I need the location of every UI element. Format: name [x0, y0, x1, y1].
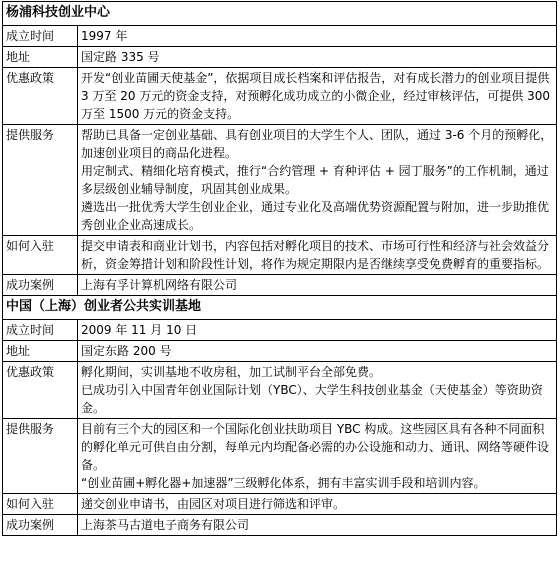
table-row	[3, 26, 557, 47]
row-value-paragraph: 国定东路 200 号	[81, 344, 172, 358]
row-value-paragraph: 用定制式、精细化培育模式，推行“合约管理 + 育种评估 + 园丁服务”的工作机制，通过多层级创业辅导制度，巩固其创业成果。	[81, 164, 549, 196]
table-body	[3, 2, 557, 536]
row-value	[78, 125, 557, 236]
row-value-paragraph: “创业苗圃+孵化器+加速器”三级孵化体系，拥有丰富实训手段和培训内容。	[81, 476, 486, 490]
row-value	[78, 362, 557, 419]
row-value-paragraph: 递交创业申请书，由园区对项目进行筛选和评审。	[81, 497, 346, 511]
document-page	[2, 1, 556, 536]
row-label: 地址	[3, 341, 78, 362]
row-value	[78, 515, 557, 536]
section-title: 杨浦科技创业中心	[3, 2, 557, 26]
row-value	[78, 419, 557, 494]
table-row	[3, 515, 557, 536]
row-value-paragraph: 上海有孚计算机网络有限公司	[81, 278, 238, 292]
table-row	[3, 125, 557, 236]
table-row	[3, 494, 557, 515]
row-value-paragraph: 遴选出一批优秀大学生创业企业，通过专业化及高端优势资源配置与附加，进一步助推优秀创业企业高速成长。	[81, 200, 550, 232]
section-header-row	[3, 296, 557, 320]
row-value-paragraph: 帮助已具备一定创业基础、具有创业项目的大学生个人、团队，通过 3-6 个月的预孵化，加速创业项目的商品化进程。	[81, 128, 553, 160]
row-value	[78, 341, 557, 362]
row-value-paragraph: 上海茶马古道电子商务有限公司	[81, 518, 250, 532]
row-value	[78, 275, 557, 296]
row-label: 地址	[3, 47, 78, 68]
row-label: 如何入驻	[3, 236, 78, 275]
row-value-paragraph: 1997 年	[81, 29, 128, 43]
row-value-paragraph: 提交申请表和商业计划书，内容包括对孵化项目的技术、市场可行性和经济与社会效益分析，资金筹措计划和阶段性计划，将作为规定期限内是否继续享受免费孵育的重要指标。	[81, 239, 550, 271]
row-value	[78, 320, 557, 341]
table-row	[3, 47, 557, 68]
row-label: 提供服务	[3, 125, 78, 236]
table-row	[3, 236, 557, 275]
row-label: 优惠政策	[3, 362, 78, 419]
row-label: 如何入驻	[3, 494, 78, 515]
row-value	[78, 236, 557, 275]
row-value	[78, 26, 557, 47]
table-row	[3, 341, 557, 362]
row-value-paragraph: 孵化期间，实训基地不收房租，加工试制平台全部免费。	[81, 365, 382, 379]
row-value-paragraph: 目前有三个大的园区和一个国际化创业扶助项目 YBC 构成。这些园区具有各种不同面积的孵化单元可供自由分割，每单元内均配备必需的办公设施和动力、通讯、网络等硬件设备。	[81, 422, 550, 472]
row-label: 成功案例	[3, 275, 78, 296]
row-value	[78, 68, 557, 125]
section-header-row	[3, 2, 557, 26]
table-row	[3, 68, 557, 125]
row-value-paragraph: 已成功引入中国青年创业国际计划（YBC）、大学生科技创业基金（天使基金）等资助资金。	[81, 383, 543, 415]
row-label: 优惠政策	[3, 68, 78, 125]
row-label: 成立时间	[3, 26, 78, 47]
section-title: 中国（上海）创业者公共实训基地	[3, 296, 557, 320]
row-value-paragraph: 开发“创业苗圃天使基金”，依据项目成长档案和评估报告，对有成长潜力的创业项目提供 3 万至 20 万元的资金支持，对预孵化成功成立的小微企业，经过审核评估，可提供 300 万至 1500 万元的资金支持。	[81, 71, 551, 121]
row-value-paragraph: 国定路 335 号	[81, 50, 160, 64]
row-label: 成立时间	[3, 320, 78, 341]
table-row	[3, 362, 557, 419]
row-value	[78, 47, 557, 68]
row-value	[78, 494, 557, 515]
incubator-info-table	[2, 1, 557, 536]
row-label: 成功案例	[3, 515, 78, 536]
row-label: 提供服务	[3, 419, 78, 494]
table-row	[3, 275, 557, 296]
row-value-paragraph: 2009 年 11 月 10 日	[81, 323, 198, 337]
table-row	[3, 320, 557, 341]
table-row	[3, 419, 557, 494]
